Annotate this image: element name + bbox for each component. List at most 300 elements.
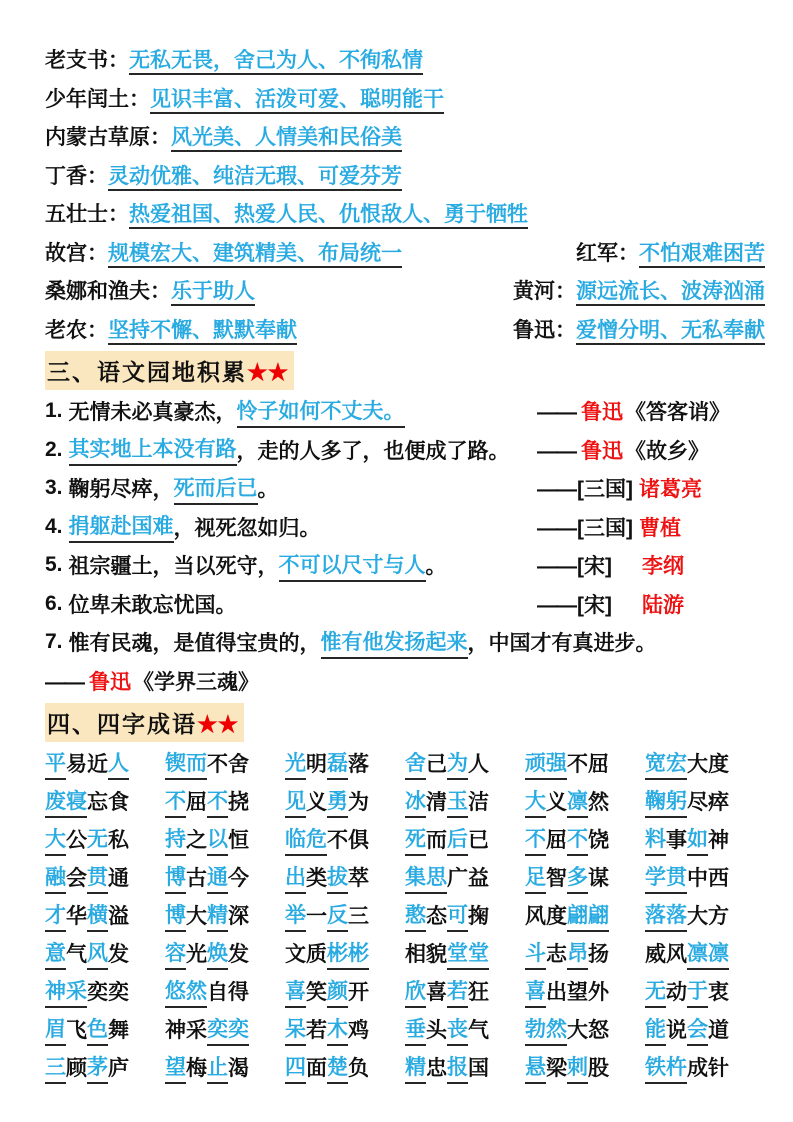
idiom-char: 学 bbox=[645, 861, 666, 894]
idiom-char: 舍 bbox=[228, 753, 249, 776]
trait-row bbox=[45, 233, 765, 272]
idiom-char: 说 bbox=[666, 1019, 687, 1042]
idiom-cell bbox=[45, 820, 165, 858]
attribution-author: 李纲 bbox=[642, 555, 684, 579]
quote-text: 惟有民魂，是值得宝贵的， bbox=[68, 632, 321, 656]
idiom-char: 舞 bbox=[108, 1019, 129, 1042]
idiom-char: 磊 bbox=[327, 747, 348, 780]
idiom-char: 梅 bbox=[186, 1057, 207, 1080]
idiom-char: 萃 bbox=[348, 867, 369, 890]
idiom-char: 可 bbox=[447, 899, 468, 932]
idiom-char: 强 bbox=[546, 747, 567, 780]
trait-label: 内蒙古草原： bbox=[45, 126, 171, 150]
idiom-char: 负 bbox=[348, 1057, 369, 1080]
idiom-cell bbox=[285, 934, 405, 972]
quote-text: 无情未必真豪杰， bbox=[68, 401, 237, 425]
idiom-char: 欣 bbox=[405, 975, 426, 1008]
attribution-work: 《答客诮》 bbox=[625, 401, 730, 425]
idiom-cell bbox=[285, 744, 405, 782]
trait-value: 无私无畏，舍己为人、不徇私情 bbox=[129, 49, 423, 75]
star-icons: ★★ bbox=[197, 710, 239, 737]
idiom-char: 多 bbox=[567, 861, 588, 894]
idiom-char: 锲 bbox=[165, 747, 186, 780]
idiom-char: 落 bbox=[666, 899, 687, 932]
idiom-char: 于 bbox=[687, 975, 708, 1008]
trait-label: 老支书： bbox=[45, 49, 129, 73]
quote-row bbox=[45, 431, 765, 470]
idiom-char: 头 bbox=[426, 1019, 447, 1042]
idiom-char: 得 bbox=[228, 981, 249, 1004]
idiom-char: 开 bbox=[348, 981, 369, 1004]
idiom-char: 博 bbox=[165, 899, 186, 932]
idiom-char: 忘 bbox=[87, 791, 108, 814]
idiom-char: 望 bbox=[165, 1051, 186, 1084]
idiom-char: 宏 bbox=[666, 747, 687, 780]
idiom-char: 屈 bbox=[588, 753, 609, 776]
quote-attribution bbox=[537, 589, 684, 619]
idiom-char: 铁 bbox=[645, 1051, 666, 1084]
idiom-char: 貌 bbox=[426, 943, 447, 966]
idiom-char: 大 bbox=[567, 1019, 588, 1042]
idiom-char: 不 bbox=[207, 753, 228, 776]
idiom-char: 不 bbox=[327, 829, 348, 852]
idiom-cell bbox=[645, 972, 765, 1010]
quote-row bbox=[45, 469, 765, 508]
idiom-char: 笑 bbox=[306, 981, 327, 1004]
trait-label: 故宫： bbox=[45, 241, 108, 265]
trait-label: 老农： bbox=[45, 318, 108, 342]
idiom-cell bbox=[165, 972, 285, 1010]
section3-header-row bbox=[45, 348, 765, 392]
idiom-char: 奕 bbox=[228, 1013, 249, 1046]
quote-attribution bbox=[537, 550, 684, 580]
trait-value: 不怕艰难困苦 bbox=[639, 242, 765, 268]
idiom-char: 落 bbox=[348, 753, 369, 776]
idiom-char: 横 bbox=[87, 899, 108, 932]
idiom-char: 冰 bbox=[405, 785, 426, 818]
idiom-char: 不 bbox=[207, 785, 228, 818]
trait-pair bbox=[576, 237, 765, 267]
quote-attribution bbox=[537, 512, 681, 542]
idiom-char: 若 bbox=[447, 975, 468, 1008]
idiom-char: 瘁 bbox=[708, 791, 729, 814]
trait-value: 坚持不懈、默默奉献 bbox=[108, 319, 297, 345]
section3-title: 三、语文园地积累 bbox=[47, 358, 247, 385]
idiom-char: 相 bbox=[405, 943, 426, 966]
attribution-era: [三国] bbox=[577, 516, 633, 540]
idiom-cell bbox=[45, 1010, 165, 1048]
idiom-char: 平 bbox=[45, 747, 66, 780]
star-icons: ★★ bbox=[247, 358, 289, 385]
idiom-char: 人 bbox=[108, 747, 129, 780]
attribution-dash: —— bbox=[537, 401, 575, 425]
idiom-cell bbox=[165, 858, 285, 896]
quote-row bbox=[45, 392, 765, 431]
trait-value: 规模宏大、建筑精美、布局统一 bbox=[108, 242, 402, 268]
quote-text: ，中国才有真进步。 bbox=[467, 632, 657, 656]
idiom-char: 针 bbox=[708, 1057, 729, 1080]
idiom-cell bbox=[525, 896, 645, 934]
trait-label: 黄河： bbox=[513, 280, 576, 304]
idiom-cell bbox=[165, 1048, 285, 1086]
idiom-cell bbox=[405, 896, 525, 934]
idiom-char: 才 bbox=[45, 899, 66, 932]
idiom-char: 义 bbox=[306, 791, 327, 814]
idiom-char: 之 bbox=[186, 829, 207, 852]
idiom-char: 报 bbox=[447, 1051, 468, 1084]
idiom-char: 凛 bbox=[708, 937, 729, 970]
idiom-char: 鸡 bbox=[348, 1019, 369, 1042]
idiom-cell bbox=[645, 744, 765, 782]
idiom-char: 神 bbox=[45, 975, 66, 1008]
idiom-char: 舍 bbox=[405, 747, 426, 780]
idiom-char: 然 bbox=[186, 975, 207, 1008]
idiom-cell bbox=[285, 1010, 405, 1048]
character-traits-section bbox=[45, 40, 765, 348]
idiom-char: 大 bbox=[687, 905, 708, 928]
idiom-char: 智 bbox=[546, 867, 567, 890]
idiom-char: 明 bbox=[306, 753, 327, 776]
idiom-char: 然 bbox=[588, 791, 609, 814]
idiom-cell bbox=[285, 820, 405, 858]
idiom-char: 易 bbox=[66, 753, 87, 776]
idiom-char: 无 bbox=[645, 975, 666, 1008]
quote-row bbox=[45, 508, 765, 547]
idiom-char: 古 bbox=[186, 867, 207, 890]
idiom-char: 凛 bbox=[567, 785, 588, 818]
idiom-char: 中 bbox=[687, 867, 708, 890]
idiom-char: 贯 bbox=[87, 861, 108, 894]
idiom-char: 勇 bbox=[327, 785, 348, 818]
idiom-char: 通 bbox=[108, 867, 129, 890]
idiom-char: 类 bbox=[306, 867, 327, 890]
idiom-char: 渴 bbox=[228, 1057, 249, 1080]
idiom-char: 反 bbox=[327, 899, 348, 932]
trait-label: 红军： bbox=[576, 241, 639, 265]
idiom-char: 鞠 bbox=[645, 785, 666, 818]
idiom-char: 动 bbox=[666, 981, 687, 1004]
idiom-char: 度 bbox=[546, 905, 567, 928]
attribution-author: 陆游 bbox=[642, 593, 684, 617]
idiom-char: 临 bbox=[285, 823, 306, 856]
idiom-char: 奕 bbox=[207, 1013, 228, 1046]
attribution-dash: —— bbox=[537, 478, 575, 502]
idiom-char: 外 bbox=[588, 981, 609, 1004]
attribution-author: 诸葛亮 bbox=[639, 478, 702, 502]
idiom-cell bbox=[525, 782, 645, 820]
trait-row bbox=[45, 79, 765, 118]
idiom-char: 己 bbox=[426, 753, 447, 776]
idiom-char: 意 bbox=[45, 937, 66, 970]
idiom-char: 料 bbox=[645, 823, 666, 856]
idiom-char: 贯 bbox=[666, 861, 687, 894]
idiom-char: 态 bbox=[426, 905, 447, 928]
idiom-char: 成 bbox=[687, 1057, 708, 1080]
idiom-char: 风 bbox=[666, 943, 687, 966]
idiom-cell bbox=[45, 934, 165, 972]
idiom-cell bbox=[285, 896, 405, 934]
attribution-dash: —— bbox=[537, 439, 575, 463]
idiom-cell bbox=[285, 858, 405, 896]
idiom-char: 会 bbox=[66, 867, 87, 890]
trait-row bbox=[45, 40, 765, 79]
idiom-char: 食 bbox=[108, 791, 129, 814]
idiom-char: 而 bbox=[186, 747, 207, 780]
idiom-char: 公 bbox=[66, 829, 87, 852]
idiom-char: 屈 bbox=[546, 829, 567, 852]
quote-number: 5. bbox=[45, 553, 63, 577]
trait-pair bbox=[45, 198, 528, 228]
idiom-char: 思 bbox=[426, 861, 447, 894]
trait-pair bbox=[45, 160, 402, 190]
idiom-char: 通 bbox=[207, 861, 228, 894]
idiom-char: 不 bbox=[567, 753, 588, 776]
trait-pair bbox=[45, 237, 402, 267]
attribution-dash: —— bbox=[537, 555, 575, 579]
attribution-author: 鲁迅 bbox=[581, 439, 623, 463]
idiom-char: 衷 bbox=[708, 981, 729, 1004]
idiom-char: 然 bbox=[546, 1013, 567, 1046]
idiom-char: 采 bbox=[186, 1019, 207, 1042]
idiom-char: 精 bbox=[207, 899, 228, 932]
idiom-char: 深 bbox=[228, 905, 249, 928]
idiom-char: 事 bbox=[666, 829, 687, 852]
quote-highlight: 死而后已 bbox=[174, 472, 258, 505]
idiom-char: 如 bbox=[687, 823, 708, 856]
idiom-char: 俱 bbox=[348, 829, 369, 852]
trait-label: 五壮士： bbox=[45, 203, 129, 227]
idiom-char: 广 bbox=[447, 867, 468, 890]
trait-label: 桑娜和渔夫： bbox=[45, 280, 171, 304]
idiom-char: 私 bbox=[108, 829, 129, 852]
idiom-cell bbox=[45, 1048, 165, 1086]
idiom-char: 掬 bbox=[468, 905, 489, 928]
idiom-cell bbox=[405, 972, 525, 1010]
quote-attribution bbox=[537, 396, 730, 426]
idiom-char: 而 bbox=[426, 829, 447, 852]
quote-row bbox=[45, 623, 765, 662]
trait-pair bbox=[45, 314, 297, 344]
idiom-char: 容 bbox=[165, 937, 186, 970]
attribution-dash: —— bbox=[537, 593, 575, 617]
trait-label: 丁香： bbox=[45, 164, 108, 188]
idiom-char: 憨 bbox=[405, 899, 426, 932]
idiom-char: 不 bbox=[165, 785, 186, 818]
idiom-char: 悠 bbox=[165, 975, 186, 1008]
trait-pair bbox=[513, 314, 765, 344]
idiom-char: 威 bbox=[645, 943, 666, 966]
quote-text: 祖宗疆土，当以死守， bbox=[68, 555, 279, 579]
idiom-char: 杵 bbox=[666, 1051, 687, 1084]
trait-value: 见识丰富、活泼可爱、聪明能干 bbox=[150, 88, 444, 114]
idiom-char: 彬 bbox=[348, 937, 369, 970]
idiom-cell bbox=[405, 820, 525, 858]
trait-pair bbox=[45, 44, 423, 74]
idiom-char: 以 bbox=[207, 823, 228, 856]
idiom-char: 气 bbox=[66, 943, 87, 966]
idiom-char: 为 bbox=[348, 791, 369, 814]
idiom-char: 清 bbox=[426, 791, 447, 814]
idiom-char: 道 bbox=[708, 1019, 729, 1042]
idiom-char: 光 bbox=[186, 943, 207, 966]
idiom-char: 神 bbox=[165, 1019, 186, 1042]
idiom-char: 庐 bbox=[108, 1057, 129, 1080]
quote-highlight: 怜子如何不丈夫。 bbox=[237, 395, 405, 428]
idiom-char: 无 bbox=[87, 823, 108, 856]
idiom-char: 光 bbox=[285, 747, 306, 780]
trait-pair bbox=[45, 275, 255, 305]
idiom-char: 三 bbox=[348, 905, 369, 928]
idiom-cell bbox=[165, 1010, 285, 1048]
idiom-char: 恒 bbox=[228, 829, 249, 852]
idiom-cell bbox=[405, 858, 525, 896]
quote-number: 7. bbox=[45, 630, 63, 654]
idiom-char: 能 bbox=[645, 1013, 666, 1046]
quote-attribution bbox=[45, 666, 259, 696]
idiom-cell bbox=[525, 744, 645, 782]
idiom-char: 喜 bbox=[285, 975, 306, 1008]
idiom-char: 义 bbox=[546, 791, 567, 814]
idiom-char: 出 bbox=[546, 981, 567, 1004]
idiom-cell bbox=[525, 934, 645, 972]
idiom-char: 怒 bbox=[588, 1019, 609, 1042]
idiom-cell bbox=[645, 1010, 765, 1048]
idiom-cell bbox=[285, 782, 405, 820]
idiom-char: 扬 bbox=[588, 943, 609, 966]
idiom-cell bbox=[285, 972, 405, 1010]
idiom-char: 拔 bbox=[327, 861, 348, 894]
attribution-author: 鲁迅 bbox=[89, 670, 131, 694]
idiom-char: 焕 bbox=[207, 937, 228, 970]
section3-header bbox=[45, 351, 294, 390]
idiom-char: 寝 bbox=[66, 785, 87, 818]
attribution-era: [三国] bbox=[577, 478, 633, 502]
idiom-char: 大 bbox=[45, 823, 66, 856]
idiom-char: 悬 bbox=[525, 1051, 546, 1084]
idiom-char: 自 bbox=[207, 981, 228, 1004]
idiom-char: 狂 bbox=[468, 981, 489, 1004]
section4-header bbox=[45, 703, 244, 742]
idiom-char: 今 bbox=[228, 867, 249, 890]
trait-value: 乐于助人 bbox=[171, 280, 255, 306]
idiom-cell bbox=[525, 972, 645, 1010]
idiom-char: 采 bbox=[66, 975, 87, 1008]
trait-label: 鲁迅： bbox=[513, 318, 576, 342]
idiom-cell bbox=[165, 782, 285, 820]
idiom-char: 废 bbox=[45, 785, 66, 818]
trait-label: 少年闰土： bbox=[45, 87, 150, 111]
idiom-cell bbox=[405, 934, 525, 972]
idiom-char: 发 bbox=[108, 943, 129, 966]
idiom-char: 股 bbox=[588, 1057, 609, 1080]
quote-row bbox=[45, 546, 765, 585]
quote-highlight: 其实地上本没有路 bbox=[69, 433, 237, 466]
quote-text: 位卑未敢忘忧国。 bbox=[68, 593, 237, 617]
idiom-char: 躬 bbox=[666, 785, 687, 818]
idiom-char: 呆 bbox=[285, 1013, 306, 1046]
quote-number: 3. bbox=[45, 476, 63, 500]
idiom-char: 落 bbox=[645, 899, 666, 932]
idiom-cell bbox=[165, 820, 285, 858]
idiom-char: 精 bbox=[405, 1051, 426, 1084]
idiom-char: 洁 bbox=[468, 791, 489, 814]
idiom-char: 气 bbox=[468, 1019, 489, 1042]
idiom-cell bbox=[525, 1010, 645, 1048]
idiom-cell bbox=[45, 858, 165, 896]
trait-value: 源远流长、波涛汹涌 bbox=[576, 280, 765, 306]
idiom-char: 神 bbox=[708, 829, 729, 852]
trait-row bbox=[45, 271, 765, 310]
idiom-char: 三 bbox=[45, 1051, 66, 1084]
quote-text: ，视死忽如归。 bbox=[173, 516, 321, 540]
idiom-char: 垂 bbox=[405, 1013, 426, 1046]
attribution-work: 《故乡》 bbox=[625, 439, 709, 463]
attribution-dash: —— bbox=[45, 670, 83, 694]
idiom-char: 出 bbox=[285, 861, 306, 894]
idiom-cell bbox=[645, 1048, 765, 1086]
idiom-char: 博 bbox=[165, 861, 186, 894]
attribution-era: [宋] bbox=[577, 555, 612, 579]
idiom-char: 楚 bbox=[327, 1051, 348, 1084]
quote-highlight: 惟有他发扬起来 bbox=[321, 626, 468, 659]
idiom-char: 茅 bbox=[87, 1051, 108, 1084]
idiom-cell bbox=[645, 858, 765, 896]
quote-text: ，走的人多了，也便成了路。 bbox=[236, 439, 510, 463]
idiom-char: 持 bbox=[165, 823, 186, 856]
idiom-char: 翩 bbox=[567, 899, 588, 932]
idiom-char: 顽 bbox=[525, 747, 546, 780]
idiom-char: 风 bbox=[525, 905, 546, 928]
idiom-char: 不 bbox=[525, 823, 546, 856]
idiom-char: 为 bbox=[447, 747, 468, 780]
idiom-cell bbox=[405, 1048, 525, 1086]
trait-value: 热爱祖国、热爱人民、仇恨敌人、勇于牺牲 bbox=[129, 203, 528, 229]
quote-row bbox=[45, 585, 765, 624]
idiom-cell bbox=[405, 782, 525, 820]
idiom-char: 喜 bbox=[525, 975, 546, 1008]
idiom-char: 近 bbox=[87, 753, 108, 776]
idiom-char: 饶 bbox=[588, 829, 609, 852]
idiom-char: 方 bbox=[708, 905, 729, 928]
idiom-char: 不 bbox=[567, 823, 588, 856]
idiom-cell bbox=[525, 858, 645, 896]
idiom-char: 大 bbox=[186, 905, 207, 928]
idiom-grid bbox=[45, 744, 765, 1086]
idiom-char: 已 bbox=[468, 829, 489, 852]
idiom-char: 翩 bbox=[588, 899, 609, 932]
idiom-char: 颜 bbox=[327, 975, 348, 1008]
idiom-char: 宽 bbox=[645, 747, 666, 780]
attribution-author: 鲁迅 bbox=[581, 401, 623, 425]
trait-row bbox=[45, 156, 765, 195]
trait-pair bbox=[45, 121, 402, 151]
idiom-char: 斗 bbox=[525, 937, 546, 970]
idiom-cell bbox=[405, 1010, 525, 1048]
idiom-char: 国 bbox=[468, 1057, 489, 1080]
idiom-cell bbox=[165, 744, 285, 782]
idiom-char: 尽 bbox=[687, 791, 708, 814]
idiom-char: 质 bbox=[306, 943, 327, 966]
idiom-char: 若 bbox=[306, 1019, 327, 1042]
trait-row bbox=[45, 310, 765, 349]
idiom-cell bbox=[645, 820, 765, 858]
quote-number: 4. bbox=[45, 514, 63, 538]
quote-highlight: 捐躯赴国难 bbox=[69, 510, 174, 543]
idiom-char: 凛 bbox=[687, 937, 708, 970]
idiom-char: 屈 bbox=[186, 791, 207, 814]
idiom-char: 危 bbox=[306, 823, 327, 856]
idiom-char: 奕 bbox=[108, 981, 129, 1004]
